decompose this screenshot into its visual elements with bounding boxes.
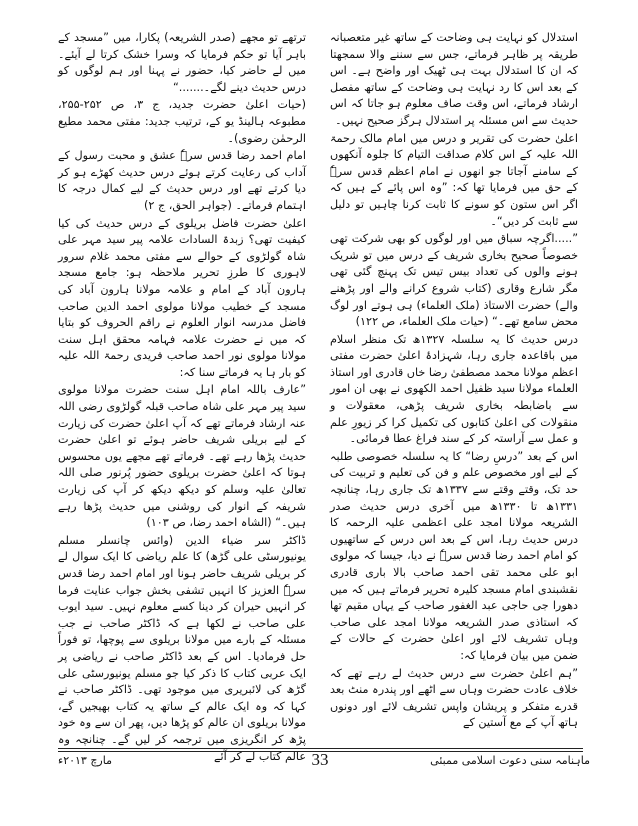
paragraph: اس کے بعد ”درسِ رضا“ کا یہ سلسلہ خصوصی طلبہ کے لیے اور مخصوص علم و فن کی تعلیم و تربیت کی حد تک، وقتے وقتے سے ۱۳۳۷ھ تک جاری رہا، چنانچہ ۱۳۳۱ھ تا ۱۳۳۰ھ میں آخری درس حدیث صدر الشریعہ مولانا امجد علی اعظمی علیہ الرحمہ کا درس حدیث رہا، اس کے بعد اس درس کے ساتھیوں کو امام احمد رضا قدس سرہٗ نے دیا، جیسا کہ مولوی ابو علی محمد تقی احمد صاحب بالا باری قادری نقشبندی امام مسجد کلیرہ تحریر فرماتے ہیں کہ میں دھورا جی حاجی عبد الغفور صاحب کے یہاں مقیم تھا کہ استاذی صدر الشریعہ مولانا امجد علی صاحب وہاں تشریف لائے اور اعلیٰ حضرت کے حالات کے ضمن میں بیان فرمایا کہ: (330, 449, 578, 662)
right-text-column (330, 30, 578, 730)
paragraph: ”.....اگرچہ سباق میں اور لوگوں کو بھی شرکت تھی خصوصاً صحیح بخاری شریف کے درس میں تو شریک ہونے والوں کی تعداد بیس تیس تک پہنچ گئی تھی مگر شارع وقاری (کتاب شروع کرانے والے اور پڑھنے والے) حضرت الاستاذ (ملک العلماء) ہی ہوتے اور لوگ محض سامع تھے۔“ (حیات ملک العلماء، ص ۱۲۲) (330, 232, 578, 329)
paragraph: ڈاکٹر سر ضیاء الدین (وائس چانسلر مسلم یونیورسٹی علی گڑھ) کا علم ریاضی کا ایک سوال لے کر بریلی شریف حاضر ہونا اور امام احمد رضا قدس سرہٗ العزیز کا انہیں تشفی بخش جواب عنایت فرما کر انہیں حیران کر دینا کسے معلوم نہیں۔ سید ایوب علی صاحب نے لکھا ہے کہ ڈاکٹر صاحب نے جب مسئلہ کے بارے میں مولانا بریلوی سے پوچھا، تو فوراً حل فرمادیا۔ اس کے بعد ڈاکٹر صاحب نے ریاضی پر ایک عربی کتاب کا ذکر کیا جو مسلم یونیورسٹی علی گڑھ کی لائبریری میں موجود تھی۔ ڈاکٹر صاحب نے کہا کہ وہ ایک عالم کے ساتھ یہ کتاب بھیجیں گے، مولانا بریلوی ان عالم کو پڑھا دیں، پھر ان سے وہ خود پڑھ کر انگریزی میں ترجمہ کر لیں گے۔ چنانچہ وہ عالم کتاب لے کر آئے (58, 533, 306, 763)
magazine-name: ماہنامہ سنی دعوت اسلامی ممبئی (430, 754, 590, 767)
paragraph: اعلیٰ حضرت کی تقریر و درس میں امام مالک رحمۃ اللہ علیہ کے اس کلام صداقت التیام کا جلوہ آنکھوں کے سامنے آجاتا جو انھوں نے امام اعظم قدس سرہٗ کے حق میں فرمایا تھا کہ: ”وہ اس پائے کے ہیں کہ اگر اس ستون کو سونے کا ثابت کرنا چاہیں تو دلیل سے ثابت کر دیں“۔ (330, 131, 578, 228)
paragraph: (حیات اعلیٰ حضرت جدید، ج ۳، ص ۲۵۲-۲۵۵، مطبوعہ ہالینڈ یو کے، ترتیب جدید: مفتی محمد مطیع الرحمٰن رضوی)۔ (58, 98, 306, 145)
paragraph: ”عارف باللہ امام اہل سنت حضرت مولانا مولوی سید پیر مہر علی شاہ صاحب قبلہ گولڑوی رضی اللہ عنہ ارشاد فرماتے تھے کہ آپ اعلیٰ حضرت کی زیارت کے لیے بریلی شریف حاضر ہوئے تو اعلیٰ حضرت حدیث پڑھا رہے تھے۔ فرماتے تھے مجھے یوں محسوس ہوتا کہ اعلیٰ حضرت بریلوی حضور پُرنور صلی اللہ تعالیٰ علیہ وسلم کو دیکھ دیکھ کر آپ کی زیارت شریفہ کے انوار کی روشنی میں حدیث پڑھا رہے ہیں۔“ (الشاہ احمد رضا، ص ۱۰۳) (58, 383, 306, 530)
paragraph: امام احمد رضا قدس سرہٗ عشق و محبت رسول کے آداب کی رعایت کرتے ہوئے درس حدیث کھڑے ہو کر دیا کرتے تھے اور درس حدیث کے لیے کمال درجہ کا اہتمام فرماتے۔ (جواہر الحق، ج ۲) (58, 149, 306, 212)
page-number: 33 (311, 750, 329, 769)
issue-date: مارچ ۲۰۱۳ء (58, 754, 112, 767)
paragraph: اعلیٰ حضرت فاضل بریلوی کے درس حدیث کی کیا کیفیت تھی؟ زبدۃ السادات علامہ پیر سید مہر علی شاہ گولڑوی کے حوالے سے مفتی محمد غلام سرور لاہوری کا طرزِ تحریر ملاحظہ ہو: جامع مسجد ہارون آباد کے امام و علامہ مولانا ہارون آباد کی مسجد کے خطیب مولانا مولوی احمد الدین صاحب فاضل مدرسہ انوار العلوم نے راقم الحروف کو بتایا کہ میں نے حضرت علامہ فہامہ محقق اہل سنت مولانا مولوی نور احمد صاحب فریدی رحمۃ اللہ علیہ کو بار ہا یہ فرماتے سنا کہ: (58, 216, 306, 379)
paragraph: ”ہم اعلیٰ حضرت سے درس حدیث لے رہے تھے کہ خلاف عادت حضرت وہاں سے اٹھے اور پندرہ منٹ بعد قدرے متفکر و پریشان واپس تشریف لائے اور دونوں ہاتھ آپ کے مع آستین کے (330, 666, 578, 730)
paragraph: درس حدیث کا یہ سلسلہ ۱۳۲۷ھ تک منظر اسلام میں باقاعدہ جاری رہا، شہزادۂ اعلیٰ حضرت مفتی اعظم مولانا محمد مصطفیٰ رضا خاں قادری اور استاذ العلماء مولانا سید ظفیل احمد الکھوی نے بھی ان امور سے باضابطہ بخاری شریف پڑھی، معقولات و منقولات کی اعلیٰ کتابوں کی تکمیل کرا کر زیورِ علم و عمل سے آراستہ کر کے سند فراغ عطا فرمائی۔ (330, 332, 578, 446)
paragraph: ترتھے تو مجھے (صدر الشریعہ) پکارا، میں ”مسجد کے باہر آیا تو حکم فرمایا کہ وسرا خشک کرتا لے آیئے۔ میں لے حاضر کیا، حضور نے پہنا اور ہم لوگوں کو درس حدیث دینے لگے۔.......“ (58, 31, 306, 94)
paragraph: استدلال کو نہایت ہی وضاحت کے ساتھ غیر متعصبانہ طریقہ پر ظاہر فرماتے، جس سے سننے والا سمجھتا کہ ان کا استدلال بہت ہی ٹھیک اور واضح ہے۔ اس کے بعد اس کا رد نہایت ہی وضاحت کے ساتھ مفصل ارشاد فرماتے، اس وقت صاف معلوم ہو جاتا کہ اس حدیث سے اس مسئلہ پر استدلال ہرگز صحیح نہیں۔ (330, 31, 578, 127)
footer-divider (58, 748, 583, 749)
